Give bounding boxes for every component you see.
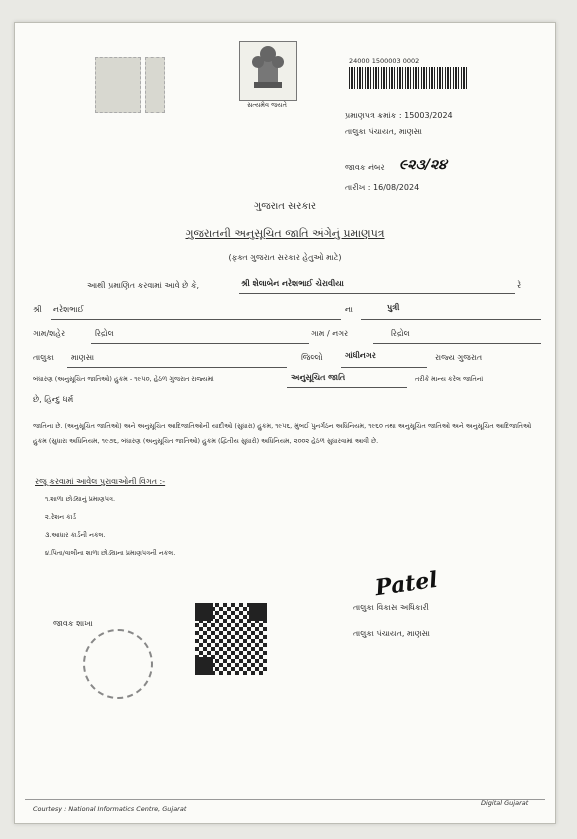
village-label: ગામ/શહેર xyxy=(33,329,66,338)
relation-value: પુત્રી xyxy=(387,303,400,312)
document-item: ૩.આધાર કાર્ડની નકલ. xyxy=(45,531,106,539)
seal-label: જાવક શાખા xyxy=(53,619,93,628)
officer-signature: Patel xyxy=(373,566,440,602)
footer-divider xyxy=(25,799,545,800)
government-title: ગુજરાત સરકાર xyxy=(253,201,317,212)
certificate-title: ગુજરાતની અનુસૂચિત જાતિ અંગેનું પ્રમાણપત્ર xyxy=(185,227,385,240)
caste-underline xyxy=(287,387,407,388)
district-value: ગાંધીનગર xyxy=(345,351,376,360)
religion-value: છે, હિન્દુ ધર્મ xyxy=(33,395,74,404)
relation-underline xyxy=(361,319,541,320)
emblem-caption: સત્યમેવ જયતે xyxy=(247,101,287,109)
barcode-text: 24000 1500003 0002 xyxy=(349,57,420,65)
village2-label: ગામ / નગર xyxy=(311,329,349,338)
state-label: રાજ્ય ગુજરાત xyxy=(435,353,483,362)
relation-label: ના xyxy=(345,305,353,314)
certificate-subtitle: (ફક્ત ગુજરાત સરકાર હેતુઓ માટે) xyxy=(228,253,342,262)
officer-designation: તાલુકા વિકાસ અધિકારી xyxy=(353,603,429,612)
constitution-text: બંધારણ (અનુસૂચિત જાતિઓ) હુકમ - ૧૯૫૦, હેઠળ ગુજરાત રાજ્યમાં xyxy=(33,375,214,383)
name-underline xyxy=(239,293,515,294)
cert-intro-text: આથી પ્રમાણિત કરવામાં આવે છે કે, xyxy=(87,281,200,290)
document-item: ૪.પિતા/વાલીના શાળા છોડ્યાના પ્રમાણપત્રની નકલ. xyxy=(45,549,176,557)
district-label: જિલ્લો xyxy=(301,353,323,362)
officer-office: તાલુકા પંચાયત, માણસા xyxy=(353,629,430,638)
outward-number: ૯૨૩/૨૪ xyxy=(399,157,447,173)
village2-underline xyxy=(373,343,541,344)
name-end-label: રે xyxy=(517,281,522,290)
qr-code xyxy=(193,601,269,677)
certificate-number: પ્રમાણપત્ર ક્રમાંક : 15003/2024 xyxy=(345,111,453,120)
village-value: રિદ્રોલ xyxy=(95,329,114,338)
district-underline xyxy=(341,367,427,368)
barcode xyxy=(349,67,469,89)
village2-value: રિદ્રોલ xyxy=(391,329,410,338)
office-seal-icon xyxy=(83,629,153,699)
applicant-photo xyxy=(95,57,141,113)
father-prefix: શ્રી xyxy=(33,305,42,314)
issuer-office-top: તાલુકા પંચાયત, માણસા xyxy=(345,127,422,136)
national-emblem-icon xyxy=(239,41,297,101)
document-item: ૧.શાળા છોડ્યાનું પ્રમાણપત્ર. xyxy=(45,495,116,503)
taluka-value: માણસા xyxy=(71,353,95,362)
taluka-underline xyxy=(67,367,287,368)
caste-value: અનુસૂચિત જાતિ xyxy=(291,373,346,382)
village-underline xyxy=(91,343,309,344)
photo-strip xyxy=(145,57,165,113)
footer-courtesy: Courtesy : National Informatics Centre, Gujarat xyxy=(33,805,187,813)
certificate-page xyxy=(14,22,556,824)
father-underline xyxy=(51,319,341,320)
caste-line-end: તરીકે માન્ય કરેલ જાતિનાં xyxy=(415,375,484,383)
footer-digital-gujarat: Digital Gujarat xyxy=(481,799,529,807)
document-item: ૨.રેશન કાર્ડ xyxy=(45,513,76,521)
legal-paragraph: જાતિના છે. (અનુસૂચિત જાતિઓ) અને અનુસૂચિત આદિજાતિઓની યાદીઓ (સુધારા) હુકમ, ૧૯૫૬, મુંબઈ પુનર્ગઠન અધિનિયમ, ૧૯૬૦ તથા અનુસૂચિત જાતિઓ અને અનુસૂચિત આદિજાતિઓ હુકમ (સુધારા અધિનિયમ, ૧૯૭૬, બંધારણ (અનુસૂચિત જાતિઓ) હુકમ (દ્વિતીય સુધારો) અધિનિયમ, ૨૦૦૨ હેઠળ સુધારવામાં આવી છે. xyxy=(33,422,532,445)
applicant-name: શ્રી શેલાબેન નરેશભાઈ ચેરાવીયા xyxy=(241,279,344,288)
outward-label: જાવક નંબર xyxy=(345,163,385,172)
documents-heading: રજૂ કરવામાં આવેલ પુરાવાઓની વિગત :- xyxy=(35,477,166,486)
taluka-label: તાલુકા xyxy=(33,353,54,362)
issue-date: તારીખ : 16/08/2024 xyxy=(345,183,420,192)
father-name: નરેશભાઈ xyxy=(53,305,84,314)
